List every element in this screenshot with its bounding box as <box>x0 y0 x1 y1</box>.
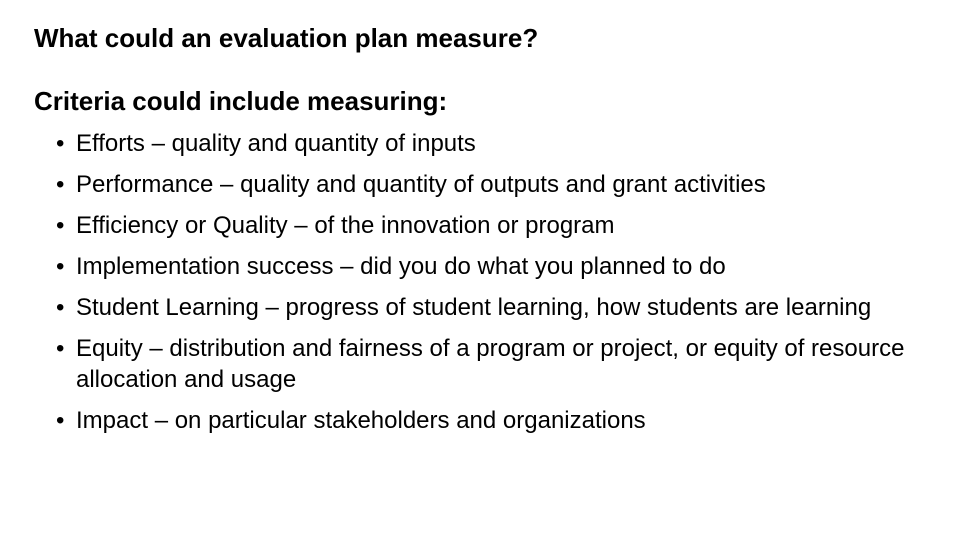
list-item-text: Performance – quality and quantity of outputs and grant activities <box>76 171 766 198</box>
list-item-efforts <box>56 128 946 159</box>
bullet-icon: • <box>56 253 65 280</box>
slide-subtitle: Criteria could include measuring: <box>34 86 448 116</box>
bullet-icon: • <box>56 407 65 434</box>
bullet-icon: • <box>56 212 65 239</box>
bullet-icon: • <box>56 130 65 157</box>
bullet-icon: • <box>56 335 65 362</box>
list-item-implementation <box>56 251 946 282</box>
slide-title: What could an evaluation plan measure? <box>34 23 539 53</box>
list-item-text: Equity – distribution and fairness of a program or project, or equity of resource allocation and usage <box>76 335 905 393</box>
list-item-student-learning <box>56 292 946 323</box>
criteria-list <box>56 128 946 446</box>
list-item-text: Impact – on particular stakeholders and organizations <box>76 407 646 434</box>
list-item-impact <box>56 405 946 436</box>
list-item-text: Efforts – quality and quantity of inputs <box>76 130 476 157</box>
list-item-efficiency <box>56 210 946 241</box>
bullet-icon: • <box>56 294 65 321</box>
list-item-text: Student Learning – progress of student learning, how students are learning <box>76 294 872 321</box>
list-item-equity <box>56 333 946 395</box>
bullet-icon: • <box>56 171 65 198</box>
list-item-performance <box>56 169 946 200</box>
list-item-text: Implementation success – did you do what you planned to do <box>76 253 726 280</box>
list-item-text: Efficiency or Quality – of the innovation or program <box>76 212 615 239</box>
